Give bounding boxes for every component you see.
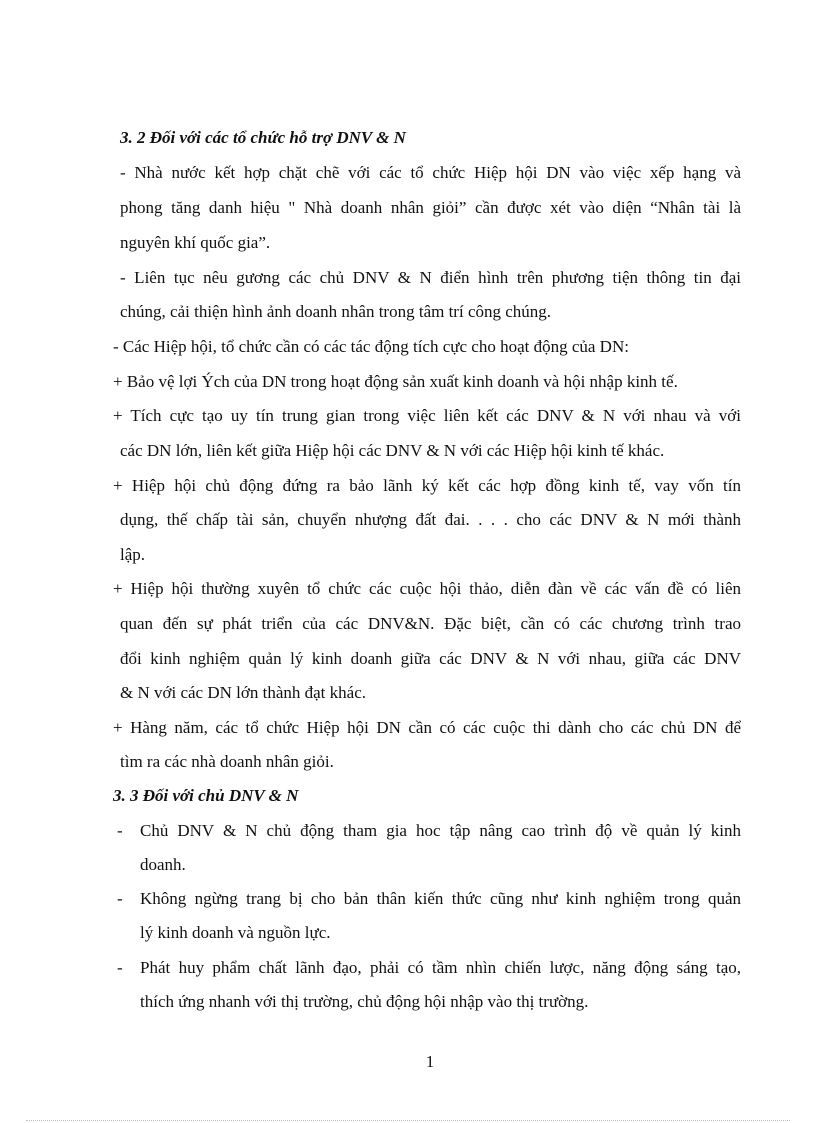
list-item-line: + Hàng năm, các tổ chức Hiệp hội DN cần có các cuộc thi dành cho các chủ DN để: [113, 718, 741, 737]
bullet-line: Chủ DNV & N chủ động tham gia hoc tập nâng cao trình độ về quản lý kinh: [140, 821, 741, 840]
list-item-line: dụng, thế chấp tài sản, chuyển nhượng đất đai. . . . cho các DNV & N mới thành: [120, 510, 741, 529]
list-item-line: + Hiệp hội thường xuyên tổ chức các cuộc hội thảo, diễn đàn về các vấn đề có liên: [113, 579, 741, 598]
list-item-line: lập.: [120, 545, 146, 564]
bullet-line: Không ngừng trang bị cho bản thân kiến thức cũng như kinh nghiệm trong quản: [140, 889, 741, 908]
paragraph-line: - Liên tục nêu gương các chủ DNV & N điển hình trên phương tiện thông tin đại: [120, 268, 741, 287]
paragraph-line: phong tăng danh hiệu " Nhà doanh nhân giỏi” cần được xét vào diện “Nhân tài là: [120, 198, 741, 217]
section-heading-3-2: 3. 2 Đối với các tổ chức hỗ trợ DNV & N: [120, 128, 406, 147]
list-item-line: tìm ra các nhà doanh nhân giỏi.: [120, 752, 334, 771]
list-item-line: + Hiệp hội chủ động đứng ra bảo lãnh ký kết các hợp đồng kinh tế, vay vốn tín: [113, 476, 741, 495]
paragraph-line: nguyên khí quốc gia”.: [120, 233, 271, 252]
list-item-line: quan đến sự phát triển của các DNV&N. Đặc biệt, cần có các chương trình trao: [120, 614, 741, 633]
list-item-line: & N với các DN lớn thành đạt khác.: [120, 683, 366, 702]
paragraph-line: - Các Hiệp hội, tổ chức cần có các tác động tích cực cho hoạt động của DN:: [113, 337, 629, 356]
list-item-line: + Bảo vệ lợi Ých của DN trong hoạt động sản xuất kinh doanh và hội nhập kinh tế.: [113, 372, 678, 391]
paragraph-line: chúng, cải thiện hình ảnh doanh nhân trong tâm trí công chúng.: [120, 302, 552, 321]
bullet-line: Phát huy phẩm chất lãnh đạo, phải có tầm nhìn chiến lược, năng động sáng tạo,: [140, 958, 741, 977]
page-number: 1: [425, 1052, 435, 1071]
paragraph-line: - Nhà nước kết hợp chặt chẽ với các tổ chức Hiệp hội DN vào việc xếp hạng và: [120, 163, 741, 182]
section-heading-3-3: 3. 3 Đối với chủ DNV & N: [113, 786, 299, 805]
bullet-line: thích ứng nhanh với thị trường, chủ động hội nhập vào thị trường.: [140, 992, 589, 1011]
bullet-marker: -: [117, 821, 123, 840]
list-item-line: + Tích cực tạo uy tín trung gian trong việc liên kết các DNV & N với nhau và với: [113, 406, 741, 425]
list-item-line: đổi kinh nghiệm quản lý kinh doanh giữa các DNV & N với nhau, giữa các DNV: [120, 649, 741, 668]
page-bottom-divider: [26, 1120, 790, 1121]
list-item-line: các DN lớn, liên kết giữa Hiệp hội các DNV & N với các Hiệp hội kinh tế khác.: [120, 441, 665, 460]
bullet-marker: -: [117, 958, 123, 977]
bullet-line: doanh.: [140, 855, 186, 874]
bullet-line: lý kinh doanh và nguồn lực.: [140, 923, 331, 942]
bullet-marker: -: [117, 889, 123, 908]
